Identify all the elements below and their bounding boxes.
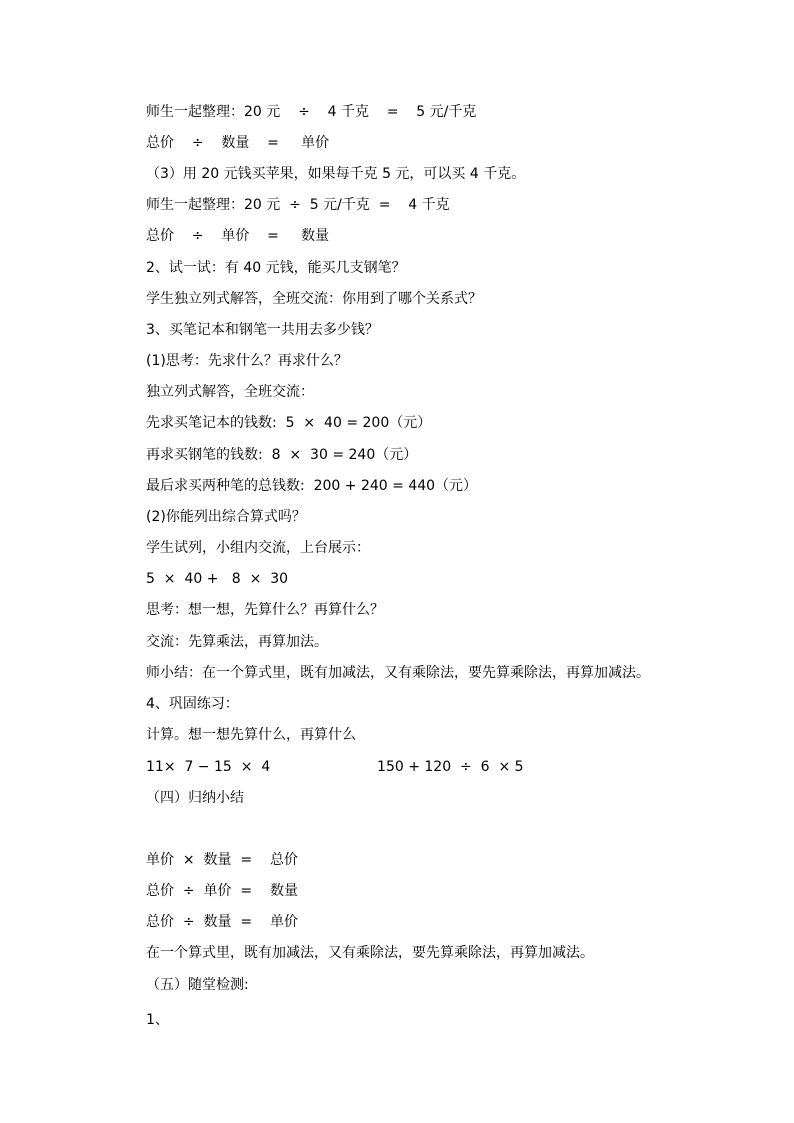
text-line: 1、: [146, 1012, 169, 1028]
text-line: 学生独立列式解答，全班交流：你用到了哪个关系式？: [146, 291, 482, 307]
text-line: 再求买钢笔的钱数: 8 × 30 = 240（元）: [146, 447, 418, 463]
text-line: 交流：先算乘法，再算加法。: [146, 634, 328, 650]
text-line: 5 × 40 + 8 × 30: [146, 571, 289, 587]
text-line: 学生试列，小组内交流，上台展示：: [146, 540, 370, 556]
text-line: （五）随堂检测:: [146, 977, 249, 993]
text-line: 师生一起整理：20 元 ÷ 5 元/千克 = 4 千克: [146, 197, 450, 213]
text-line: 总价 ÷ 数量 = 单价: [146, 914, 298, 930]
text-line: 总价 ÷ 数量 = 单价: [146, 135, 330, 151]
text-line: 师生一起整理：20 元 ÷ 4 千克 = 5 元/千克: [146, 104, 477, 120]
text-line: 在一个算式里，既有加减法，又有乘除法，要先算乘除法，再算加减法。: [146, 945, 594, 961]
text-line: （3）用 20 元钱买苹果，如果每千克 5 元，可以买 4 千克。: [146, 166, 526, 182]
text-line: 2、试一试：有 40 元钱，能买几支钢笔？: [146, 260, 406, 276]
text-line: （四）归纳小结: [146, 790, 244, 806]
text-line: 11× 7 − 15 × 4 150 + 120 ÷ 6 × 5: [146, 759, 524, 775]
text-line: 4、巩固练习：: [146, 696, 239, 712]
text-line: 3、买笔记本和钢笔一共用去多少钱？: [146, 322, 379, 338]
text-line: 师小结：在一个算式里，既有加减法，又有乘除法，要先算乘除法，再算加减法。: [146, 665, 650, 681]
text-line: 总价 ÷ 单价 = 数量: [146, 883, 298, 899]
text-line: (2)你能列出综合算式吗？: [146, 509, 306, 525]
text-line: (1)思考：先求什么？再求什么？: [146, 353, 348, 369]
text-line: 思考：想一想，先算什么？再算什么？: [146, 602, 384, 618]
text-line: 先求买笔记本的钱数: 5 × 40 = 200（元）: [146, 415, 432, 431]
text-line: 独立列式解答，全班交流：: [146, 384, 314, 400]
text-line: 计算。想一想先算什么，再算什么: [146, 727, 356, 743]
text-line: 最后求买两种笔的总钱数: 200 + 240 = 440（元）: [146, 478, 478, 494]
text-line: 单价 × 数量 = 总价: [146, 852, 298, 868]
text-line: 总价 ÷ 单价 = 数量: [146, 228, 330, 244]
